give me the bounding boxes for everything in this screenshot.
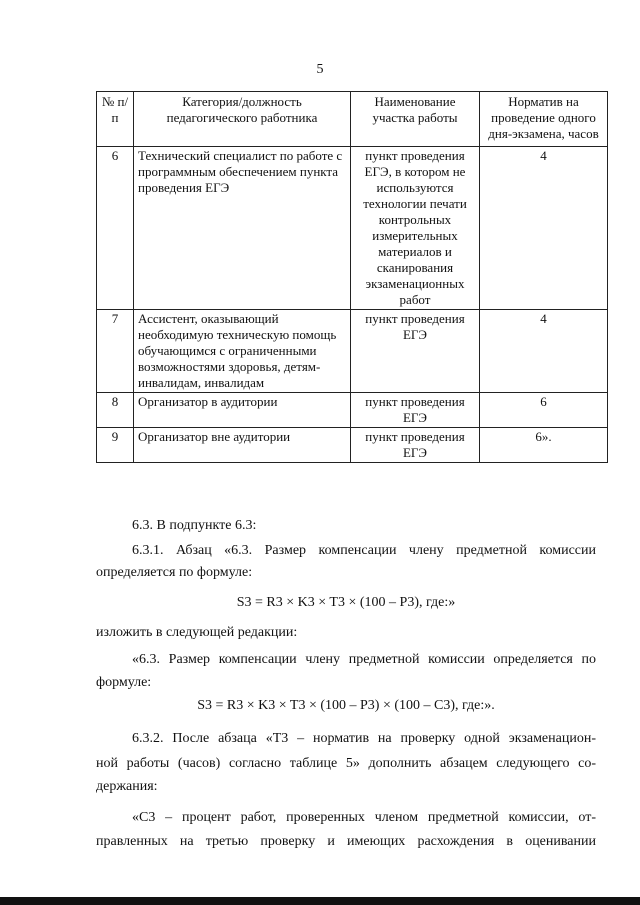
norms-table (96, 91, 608, 463)
row-norm: 4 (480, 310, 608, 393)
row-norm: 6». (480, 428, 608, 463)
page-number: 5 (316, 62, 324, 77)
row-norm: 6 (480, 393, 608, 428)
row-place: пункт проведения ЕГЭ (351, 310, 480, 393)
formula-new: S3 = R3 × K3 × T3 × (100 – P3) × (100 – C3), где:». (197, 698, 495, 713)
row-place: пункт проведения ЕГЭ, в котором не используются технологии печати контрольных измерительных материалов и сканирования экзаменационных работ (351, 147, 480, 310)
table-row (97, 393, 608, 428)
paragraph-c3-line1: «C3 – процент работ, проверенных членом предметной комиссии, от- (132, 810, 596, 825)
paragraph-new-line2: формуле: (96, 675, 152, 690)
header-norm: Норматив на проведение одного дня-экзамена, часов (480, 92, 608, 147)
row-category: Организатор в аудитории (134, 393, 351, 428)
row-number: 7 (97, 310, 134, 393)
paragraph-new-line1: «6.3. Размер компенсации члену предметной комиссии определяется по (132, 652, 596, 667)
row-norm: 4 (480, 147, 608, 310)
header-category: Категория/должность педагогического работника (134, 92, 351, 147)
paragraph-6-3-2-line1: 6.3.2. После абзаца «T3 – норматив на проверку одной экзаменацион- (132, 731, 596, 746)
paragraph-c3-line2: правленных на третью проверку и имеющих расхождения в оценивании (96, 834, 596, 849)
table-row (97, 428, 608, 463)
row-category: Ассистент, оказывающий необходимую техническую помощь обучающимся с ограниченными возможностями здоровья, детям-инвалидам, инвалидам (134, 310, 351, 393)
paragraph-6-3-1-line1: 6.3.1. Абзац «6.3. Размер компенсации члену предметной комиссии (132, 543, 596, 558)
row-category: Технический специалист по работе с программным обеспечением пункта проведения ЕГЭ (134, 147, 351, 310)
scan-bottom-edge (0, 897, 640, 905)
row-number: 6 (97, 147, 134, 310)
formula-old: S3 = R3 × K3 × T3 × (100 – P3), где:» (236, 595, 456, 610)
paragraph-6-3-2-line3: держания: (96, 779, 158, 794)
row-number: 9 (97, 428, 134, 463)
paragraph-redaction: изложить в следующей редакции: (96, 625, 298, 640)
table-row (97, 310, 608, 393)
paragraph-6-3-2-line2: ной работы (часов) согласно таблице 5» дополнить абзацем следующего со- (96, 756, 596, 771)
row-number: 8 (97, 393, 134, 428)
table-row (97, 147, 608, 310)
row-place: пункт проведения ЕГЭ (351, 393, 480, 428)
paragraph-6-3: 6.3. В подпункте 6.3: (132, 518, 257, 533)
table-header-row (97, 92, 608, 147)
paragraph-6-3-1-line2: определяется по формуле: (96, 565, 253, 580)
header-place: Наименование участка работы (351, 92, 480, 147)
row-place: пункт проведения ЕГЭ (351, 428, 480, 463)
row-category: Организатор вне аудитории (134, 428, 351, 463)
header-number: № п/п (97, 92, 134, 147)
